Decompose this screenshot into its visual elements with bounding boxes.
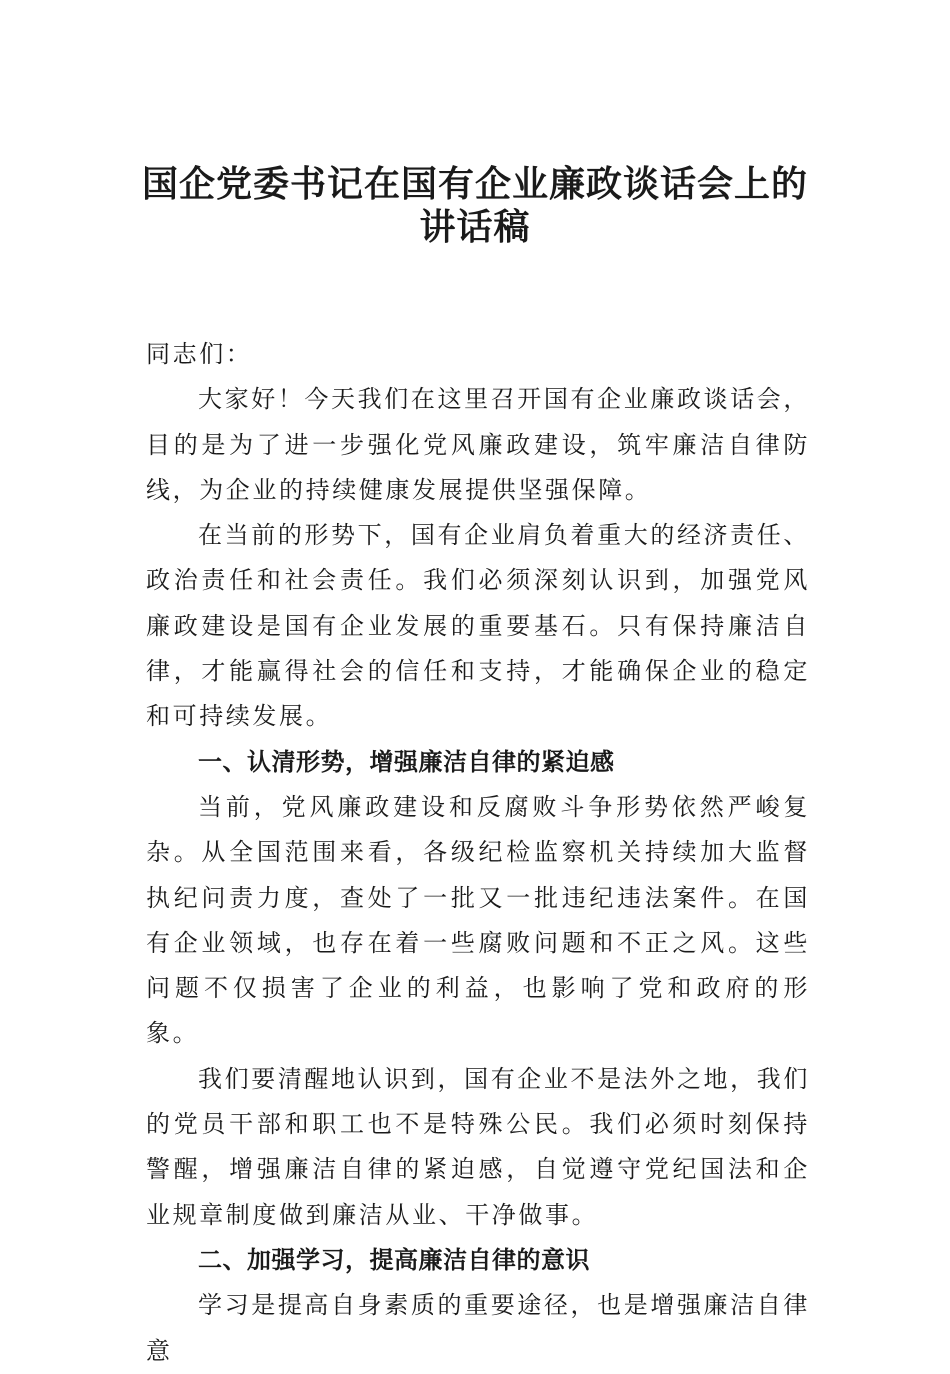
salutation: 同志们： bbox=[146, 340, 253, 368]
document-body bbox=[146, 332, 810, 1374]
section-heading-1: 一、认清形势，增强廉洁自律的紧迫感 bbox=[198, 747, 615, 776]
paragraph-intro: 大家好！今天我们在这里召开国有企业廉政谈话会，目的是为了进一步强化党风廉政建设，筑牢廉洁自律防线，为企业的持续健康发展提供坚强保障。 bbox=[146, 385, 810, 504]
document-title-line2: 讲话稿 bbox=[419, 206, 531, 248]
document-title-line1: 国企党委书记在国有企业廉政谈话会上的 bbox=[141, 163, 808, 205]
section-heading-2: 二、加强学习，提高廉洁自律的意识 bbox=[198, 1245, 590, 1274]
section2-paragraph-1: 学习是提高自身素质的重要途径，也是增强廉洁自律意 bbox=[146, 1291, 810, 1365]
section1-paragraph-2: 我们要清醒地认识到，国有企业不是法外之地，我们的党员干部和职工也不是特殊公民。我们必须时刻保持警醒，增强廉洁自律的紧迫感，自觉遵守党纪国法和企业规章制度做到廉洁从业、干净做事。 bbox=[146, 1064, 810, 1229]
section1-paragraph-1: 当前，党风廉政建设和反腐败斗争形势依然严峻复杂。从全国范围来看，各级纪检监察机关持续加大监督执纪问责力度，查处了一批又一批违纪违法案件。在国有企业领域，也存在着一些腐败问题和不正之风。这些问题不仅损害了企业的利益，也影响了党和政府的形象。 bbox=[146, 792, 810, 1048]
paragraph-situation: 在当前的形势下，国有企业肩负着重大的经济责任、政治责任和社会责任。我们必须深刻认识到，加强党风廉政建设是国有企业发展的重要基石。只有保持廉洁自律，才能赢得社会的信任和支持，才能确保企业的稳定和可持续发展。 bbox=[146, 521, 810, 731]
